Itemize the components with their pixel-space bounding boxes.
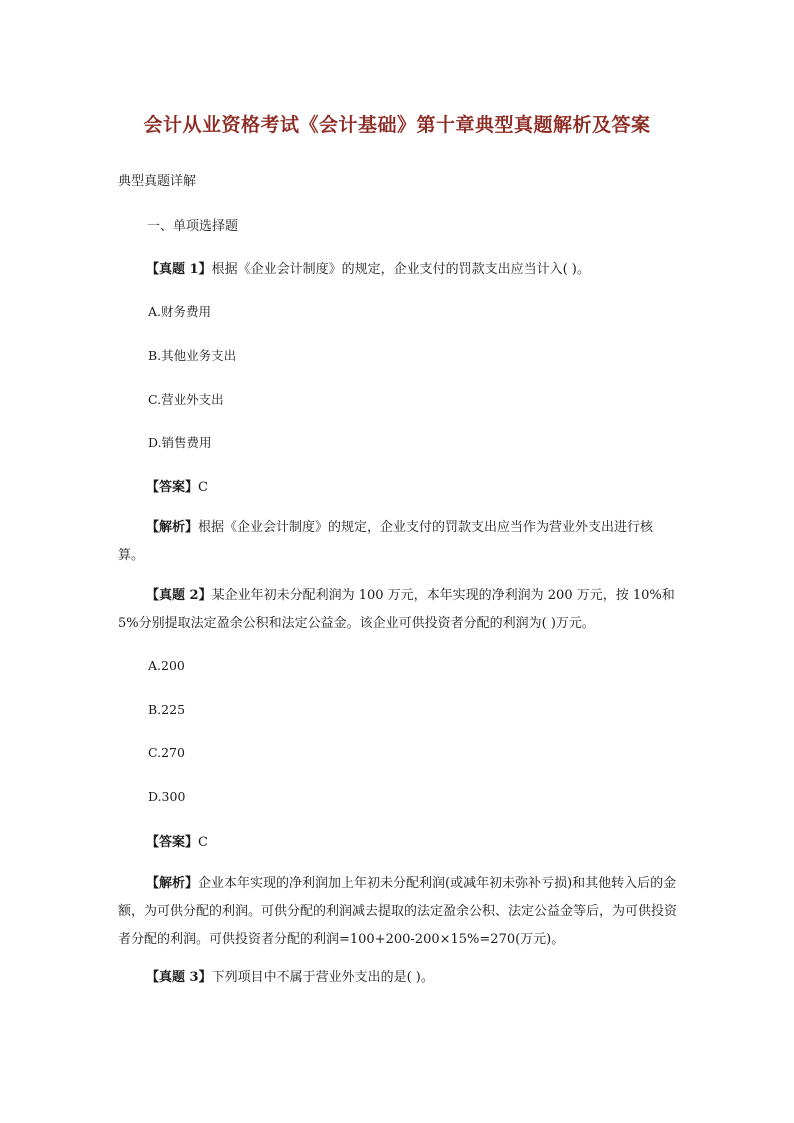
question-2 (118, 582, 678, 638)
question-1-answer (146, 476, 208, 495)
question-3-label: 【真题 3】 (146, 970, 212, 985)
question-1-text: 根据《企业会计制度》的规定，企业支付的罚款支出应当计入( )。 (211, 262, 590, 277)
question-1-option-a: A.财务费用 (148, 304, 212, 319)
analysis-label: 【解析】 (146, 876, 199, 891)
question-2-option-a: A.200 (148, 658, 185, 673)
answer-value: C (198, 480, 208, 495)
section-heading: 典型真题详解 (118, 174, 197, 189)
question-1-option-b: B.其他业务支出 (148, 348, 237, 363)
question-2-analysis (118, 870, 678, 954)
analysis-label: 【解析】 (146, 520, 199, 535)
question-1-option-c: C.营业外支出 (148, 392, 224, 407)
answer-label: 【答案】 (146, 480, 199, 495)
subsection-heading: 一、单项选择题 (147, 219, 239, 234)
question-1 (146, 258, 590, 277)
question-2-option-d: D.300 (148, 789, 186, 804)
question-3 (146, 966, 434, 985)
document-title: 会计从业资格考试《会计基础》第十章典型真题解析及答案 (143, 114, 651, 136)
question-2-answer (146, 831, 208, 850)
question-2-option-b: B.225 (148, 702, 186, 717)
question-2-option-c: C.270 (148, 745, 185, 760)
question-1-label: 【真题 1】 (146, 262, 212, 277)
analysis-text: 根据《企业会计制度》的规定，企业支付的罚款支出应当作为营业外支出进行核算。 (118, 520, 654, 563)
question-2-label: 【真题 2】 (146, 588, 212, 603)
analysis-text: 企业本年实现的净利润加上年初未分配利润(或减年初未弥补亏损)和其他转入后的金额，为可供分配的利润。可供分配的利润减去提取的法定盈余公积、法定公益金等后，为可供投资者分配的利润。可供投资者分配的利润=100+200-200×15%=270(万元)。 (118, 876, 678, 947)
question-3-text: 下列项目中不属于营业外支出的是( )。 (211, 970, 434, 985)
answer-label: 【答案】 (146, 835, 199, 850)
question-1-option-d: D.销售费用 (148, 435, 212, 450)
answer-value: C (198, 835, 208, 850)
question-2-text: 某企业年初未分配利润为 100 万元，本年实现的净利润为 200 万元，按 10%和 5%分别提取法定盈余公积和法定公益金。该企业可供投资者分配的利润为( )万元。 (118, 588, 675, 631)
question-1-analysis (118, 514, 678, 570)
